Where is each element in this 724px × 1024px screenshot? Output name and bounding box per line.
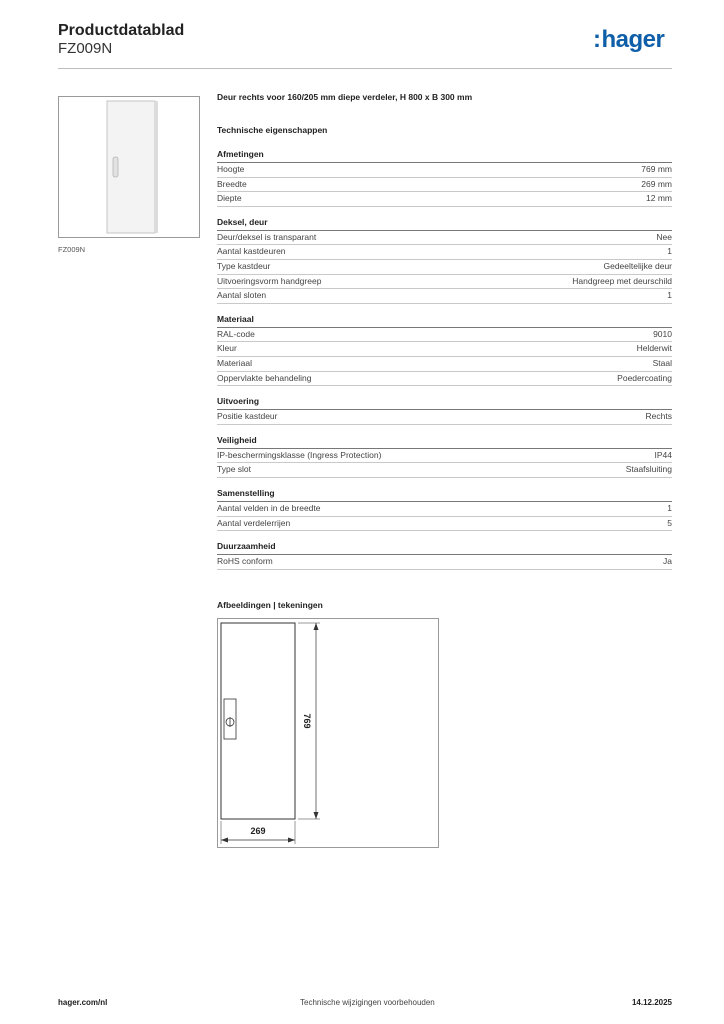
spec-section <box>217 435 672 478</box>
spec-value: Poedercoating <box>617 372 672 383</box>
spec-label: Diepte <box>217 193 242 204</box>
section-heading: Veiligheid <box>217 435 672 449</box>
spec-section <box>217 396 672 425</box>
spec-section <box>217 217 672 304</box>
spec-value: 1 <box>667 290 672 301</box>
width-dimension-label: 269 <box>250 826 266 836</box>
spec-row <box>217 502 672 517</box>
spec-value: Gedeeltelijke deur <box>603 260 672 271</box>
spec-sections <box>217 149 672 570</box>
footer-date: 14.12.2025 <box>631 998 672 1007</box>
spec-value: 1 <box>667 502 672 513</box>
spec-label: Aantal sloten <box>217 290 267 301</box>
spec-row <box>217 463 672 478</box>
spec-row <box>217 555 672 570</box>
spec-row <box>217 357 672 372</box>
spec-label: Deur/deksel is transparant <box>217 231 317 242</box>
spec-label: Uitvoeringsvorm handgreep <box>217 275 322 286</box>
spec-label: Breedte <box>217 178 247 189</box>
spec-section <box>217 541 672 570</box>
spec-value: Handgreep met deurschild <box>572 275 672 286</box>
spec-label: IP-beschermingsklasse (Ingress Protection) <box>217 449 382 460</box>
spec-row <box>217 231 672 246</box>
spec-value: Nee <box>656 231 672 242</box>
section-heading: Afmetingen <box>217 149 672 163</box>
spec-row <box>217 245 672 260</box>
dimension-drawing <box>218 619 438 847</box>
product-details <box>217 92 672 570</box>
spec-label: Oppervlakte behandeling <box>217 372 312 383</box>
spec-label: Kleur <box>217 343 237 354</box>
technical-drawing <box>217 618 439 848</box>
spec-row <box>217 260 672 275</box>
section-heading: Uitvoering <box>217 396 672 410</box>
logo-text: hager <box>601 26 665 53</box>
section-heading: Samenstelling <box>217 488 672 502</box>
product-caption: FZ009N <box>58 245 86 254</box>
tech-heading: Technische eigenschappen <box>217 125 328 135</box>
spec-row <box>217 163 672 178</box>
spec-value: 269 mm <box>641 178 672 189</box>
spec-row <box>217 449 672 464</box>
spec-label: RAL-code <box>217 328 255 339</box>
header-divider <box>58 68 672 69</box>
spec-row <box>217 517 672 532</box>
spec-row <box>217 275 672 290</box>
spec-value: Staal <box>652 357 672 368</box>
spec-label: Aantal kastdeuren <box>217 246 286 257</box>
page-title: Productdatablad <box>58 22 185 39</box>
footer-notice: Technische wijzigingen voorbehouden <box>300 998 435 1007</box>
spec-section <box>217 314 672 386</box>
spec-label: Aantal velden in de breedte <box>217 502 321 513</box>
spec-section <box>217 488 672 531</box>
footer-website[interactable]: hager.com/nl <box>58 998 108 1007</box>
spec-value: IP44 <box>654 449 672 460</box>
product-image <box>58 96 200 238</box>
section-heading: Deksel, deur <box>217 217 672 231</box>
spec-row <box>217 192 672 207</box>
spec-row <box>217 328 672 343</box>
spec-value: 5 <box>667 517 672 528</box>
spec-label: Type kastdeur <box>217 260 271 271</box>
spec-row <box>217 372 672 387</box>
spec-value: Ja <box>663 556 672 567</box>
door-product-icon <box>59 97 199 237</box>
spec-value: 9010 <box>653 328 672 339</box>
spec-label: RoHS conform <box>217 556 273 567</box>
product-description: Deur rechts voor 160/205 mm diepe verdeler, H 800 x B 300 mm <box>217 92 473 102</box>
spec-label: Type slot <box>217 464 252 475</box>
spec-value: 1 <box>667 246 672 257</box>
spec-label: Hoogte <box>217 164 245 174</box>
spec-label: Aantal verdelerrijen <box>217 517 291 528</box>
spec-section <box>217 149 672 207</box>
spec-label: Positie kastdeur <box>217 411 278 422</box>
product-code: FZ009N <box>58 40 113 57</box>
hager-logo: :hager <box>593 26 665 53</box>
spec-value: Rechts <box>645 411 672 422</box>
spec-value: 12 mm <box>646 193 672 204</box>
spec-label: Materiaal <box>217 357 252 368</box>
drawing-heading: Afbeeldingen | tekeningen <box>217 600 323 610</box>
spec-value: Staafsluiting <box>625 464 672 475</box>
spec-value: Helderwit <box>636 343 672 354</box>
spec-row <box>217 410 672 425</box>
spec-value: 769 mm <box>641 164 672 174</box>
spec-row <box>217 342 672 357</box>
spec-row <box>217 178 672 193</box>
section-heading: Materiaal <box>217 314 672 328</box>
section-heading: Duurzaamheid <box>217 541 672 555</box>
height-dimension-label: 769 <box>302 713 312 729</box>
spec-row <box>217 289 672 304</box>
